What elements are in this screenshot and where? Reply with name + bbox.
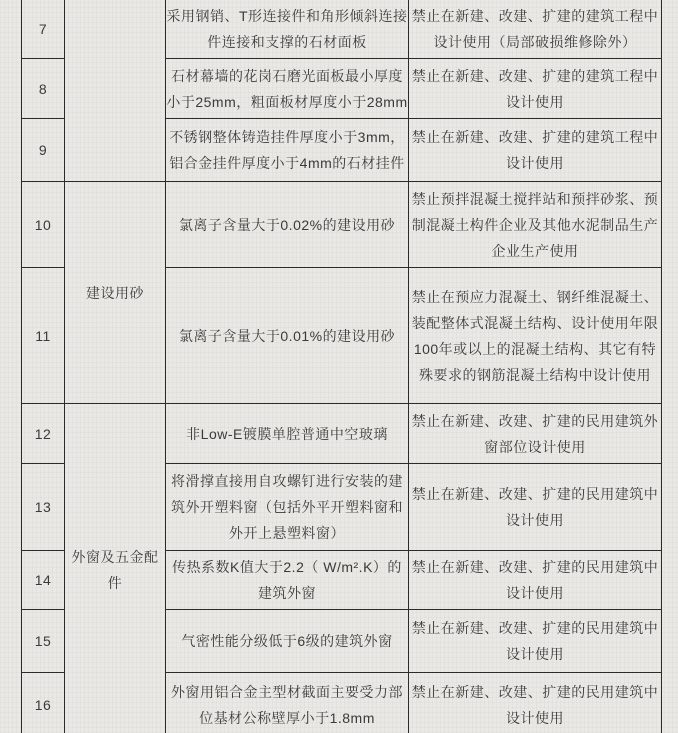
row-number-cell: 7 xyxy=(22,0,65,59)
prohibited-materials-table xyxy=(21,0,662,733)
row-number-cell: 10 xyxy=(22,182,65,268)
row-number-cell: 9 xyxy=(22,119,65,182)
scope-cell: 禁止在新建、改建、扩建的民用建筑中设计使用 xyxy=(409,673,662,733)
table-row xyxy=(22,182,662,268)
row-number-cell: 11 xyxy=(22,268,65,404)
scope-cell: 禁止在预应力混凝土、钢纤维混凝土、装配整体式混凝土结构、设计使用年限100年或以上的混凝土结构、其它有特殊要求的钢筋混凝土结构中设计使用 xyxy=(409,268,662,404)
scope-cell: 禁止预拌混凝土搅拌站和预拌砂浆、预制混凝土构件企业及其他水泥制品生产企业生产使用 xyxy=(409,182,662,268)
table-row xyxy=(22,404,662,464)
row-number-cell: 14 xyxy=(22,551,65,610)
description-cell: 不锈钢整体铸造挂件厚度小于3mm，铝合金挂件厚度小于4mm的石材挂件 xyxy=(166,119,409,182)
scope-cell: 禁止在新建、改建、扩建的建筑工程中设计使用 xyxy=(409,119,662,182)
description-cell: 外窗用铝合金主型材截面主要受力部位基材公称壁厚小于1.8mm xyxy=(166,673,409,733)
scope-cell: 禁止在新建、改建、扩建的民用建筑中设计使用 xyxy=(409,610,662,673)
row-number-cell: 12 xyxy=(22,404,65,464)
description-cell: 传热系数K值大于2.2（ W/m².K）的建筑外窗 xyxy=(166,551,409,610)
category-cell-windows-hardware: 外窗及五金配件 xyxy=(65,404,166,733)
description-cell: 将滑撑直接用自攻螺钉进行安装的建筑外开塑料窗（包括外平开塑料窗和外开上悬塑料窗） xyxy=(166,464,409,551)
scope-cell: 禁止在新建、改建、扩建的民用建筑中设计使用 xyxy=(409,551,662,610)
scope-cell: 禁止在新建、改建、扩建的建筑工程中设计使用 xyxy=(409,59,662,119)
scope-cell: 禁止在新建、改建、扩建的民用建筑外窗部位设计使用 xyxy=(409,404,662,464)
description-cell: 气密性能分级低于6级的建筑外窗 xyxy=(166,610,409,673)
description-cell: 氯离子含量大于0.02%的建设用砂 xyxy=(166,182,409,268)
scope-cell: 禁止在新建、改建、扩建的建筑工程中设计使用（局部破损维修除外） xyxy=(409,0,662,59)
row-number-cell: 15 xyxy=(22,610,65,673)
description-cell: 石材幕墙的花岗石磨光面板最小厚度小于25mm，粗面板材厚度小于28mm xyxy=(166,59,409,119)
description-cell: 采用钢销、T形连接件和角形倾斜连接件连接和支撑的石材面板 xyxy=(166,0,409,59)
table-row xyxy=(22,0,662,59)
category-cell-stone-cut-off xyxy=(65,0,166,182)
scope-cell: 禁止在新建、改建、扩建的民用建筑中设计使用 xyxy=(409,464,662,551)
row-number-cell: 13 xyxy=(22,464,65,551)
category-cell-sand: 建设用砂 xyxy=(65,182,166,404)
description-cell: 氯离子含量大于0.01%的建设用砂 xyxy=(166,268,409,404)
row-number-cell: 8 xyxy=(22,59,65,119)
row-number-cell: 16 xyxy=(22,673,65,733)
description-cell: 非Low-E镀膜单腔普通中空玻璃 xyxy=(166,404,409,464)
